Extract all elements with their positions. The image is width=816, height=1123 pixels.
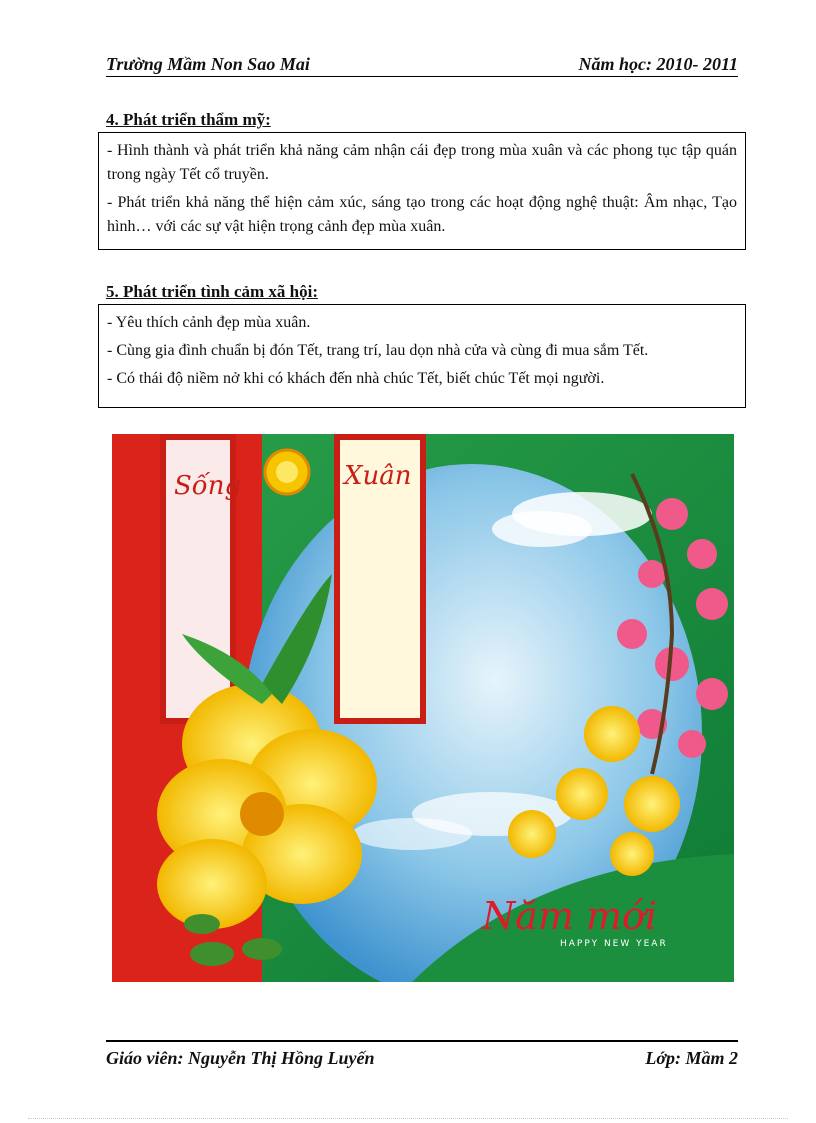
section-box-aesthetics — [98, 132, 746, 250]
section-box-social — [98, 304, 746, 408]
page-footer — [106, 1040, 738, 1070]
banner-right-word: Xuân — [344, 461, 412, 491]
list-item: - Cùng gia đình chuẩn bị đón Tết, trang trí, lau dọn nhà cửa và cùng đi mua sắm Tết. — [107, 342, 649, 359]
page-header — [106, 54, 738, 78]
page-edge-divider — [28, 1118, 788, 1119]
school-name: Trường Mầm Non Sao Mai — [106, 54, 310, 74]
new-year-card-svg — [112, 434, 734, 982]
greeting-english-text: HAPPY NEW YEAR — [560, 939, 668, 949]
list-item: - Yêu thích cảnh đẹp mùa xuân. — [107, 314, 311, 331]
section-title-social: 5. Phát triển tình cảm xã hội: — [106, 282, 319, 301]
list-item: - Có thái độ niềm nở khi có khách đến nhà chúc Tết, biết chúc Tết mọi người. — [107, 370, 605, 387]
header-rule — [106, 76, 738, 77]
new-year-card-image — [112, 434, 734, 982]
greeting-text: Năm mới — [482, 894, 658, 938]
section-title-aesthetics: 4. Phát triển thẩm mỹ: — [106, 110, 271, 129]
list-item: - Hình thành và phát triển khả năng cảm nhận cái đẹp trong mùa xuân và các phong tục tập quán trong ngày Tết cổ truyền. — [107, 142, 737, 183]
teacher-name: Giáo viên: Nguyễn Thị Hồng Luyến — [106, 1048, 375, 1068]
school-year: Năm học: 2010- 2011 — [578, 54, 738, 74]
class-name: Lớp: Mầm 2 — [645, 1048, 738, 1068]
list-item: - Phát triển khả năng thể hiện cảm xúc, sáng tạo trong các hoạt động nghệ thuật: Âm nhạc, Tạo hình… với các sự vật hiện trọng cảnh đẹp mùa xuân. — [107, 194, 737, 235]
footer-rule — [106, 1040, 738, 1042]
banner-left-word: Sống — [174, 471, 242, 501]
